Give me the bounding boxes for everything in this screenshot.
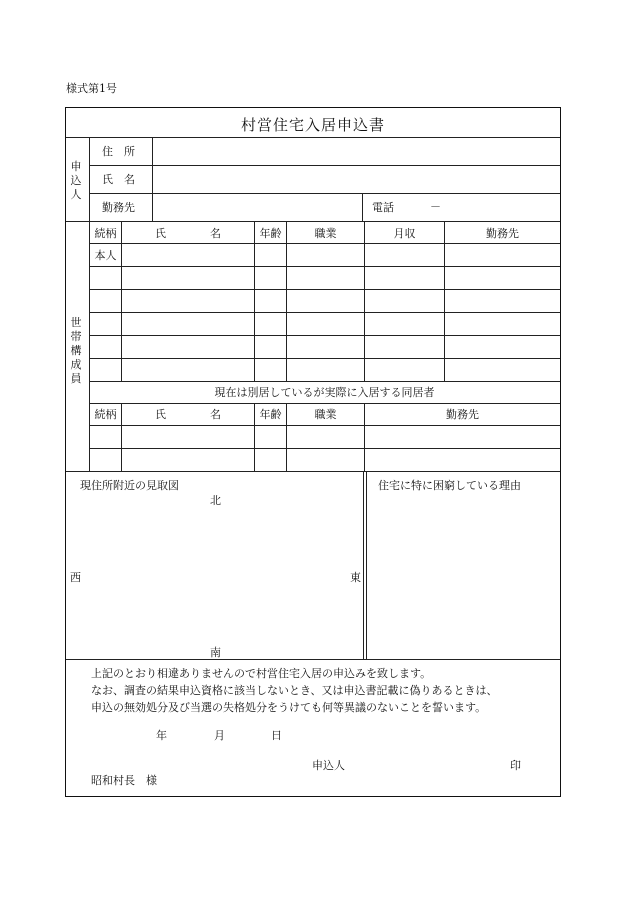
map-north: 北 — [210, 494, 221, 507]
household-row-line-3 — [89, 312, 560, 313]
map-west: 西 — [70, 571, 81, 584]
date-day: 日 — [271, 729, 282, 742]
declaration-line-2: なお、調査の結果申込資格に該当しないとき、又は申込書記載に偽りあるときは、 — [91, 684, 498, 697]
map-reason-divider-a — [363, 471, 364, 660]
household-row-line-2 — [89, 289, 560, 290]
household-row-line-6 — [89, 381, 560, 382]
cohabitant-header-age: 年齢 — [259, 408, 282, 421]
applicant-section-label: 申込人 — [70, 160, 82, 201]
workplace-label: 勤務先 — [102, 201, 135, 214]
header-name: 氏 名 — [155, 227, 221, 240]
household-col-line-1 — [121, 221, 122, 381]
address-field[interactable] — [154, 139, 559, 164]
cohabitant-title: 現在は別居しているが実際に入居する同居者 — [214, 386, 435, 399]
applicant-field-divider — [152, 137, 153, 221]
form-number: 様式第1号 — [66, 82, 117, 95]
map-south: 南 — [210, 646, 221, 659]
first-row-relation: 本人 — [94, 249, 117, 262]
header-occupation: 職業 — [314, 227, 337, 240]
applicant-bottom-line — [66, 221, 560, 222]
phone-field[interactable] — [398, 195, 558, 220]
addressee: 昭和村長 様 — [91, 774, 157, 787]
household-col-line-3 — [286, 221, 287, 381]
title-divider — [66, 137, 560, 138]
workplace-field[interactable] — [154, 195, 359, 220]
household-col-line-5 — [444, 221, 445, 381]
name-field[interactable] — [154, 167, 559, 192]
header-workplace: 勤務先 — [486, 227, 519, 240]
household-row-line-5 — [89, 358, 560, 359]
cohabitant-header-line — [89, 425, 560, 426]
household-header-line — [89, 243, 560, 244]
map-east: 東 — [350, 571, 361, 584]
household-col-line-2 — [254, 221, 255, 381]
seal-mark: 印 — [510, 759, 521, 772]
household-bottom-line — [66, 471, 560, 472]
cohabitant-title-line — [89, 403, 560, 404]
applicant-signature-field[interactable] — [350, 754, 500, 774]
phone-divider — [362, 193, 363, 221]
phone-separator: － — [430, 200, 441, 213]
map-section-bottom — [66, 659, 560, 660]
reason-title: 住宅に特に困窮している理由 — [378, 479, 521, 492]
applicant-row-line-2 — [89, 193, 560, 194]
household-col-line-4 — [364, 221, 365, 381]
map-reason-divider-b — [366, 471, 367, 660]
applicant-row-line-1 — [89, 165, 560, 166]
date-month: 月 — [214, 729, 225, 742]
applicant-signature-label: 申込人 — [312, 759, 345, 772]
declaration-line-3: 申込の無効処分及び当選の失格処分をうけても何等異議のないことを誓います。 — [91, 701, 487, 714]
household-row-line-1 — [89, 266, 560, 267]
cohabitant-header-relation: 続柄 — [94, 408, 117, 421]
header-relation: 続柄 — [94, 227, 117, 240]
header-income: 月収 — [393, 227, 416, 240]
cohabitant-header-name: 氏 名 — [155, 408, 221, 421]
household-section-label: 世帯構成員 — [70, 316, 82, 385]
map-title: 現住所附近の見取図 — [80, 479, 179, 492]
household-row-line-4 — [89, 335, 560, 336]
name-label: 氏 名 — [102, 173, 135, 186]
phone-label: 電話 — [372, 201, 394, 214]
declaration-line-1: 上記のとおり相違ありませんので村営住宅入居の申込みを致します。 — [91, 667, 432, 680]
form-title: 村営住宅入居申込書 — [240, 116, 385, 134]
applicant-label-divider — [89, 137, 90, 221]
cohabitant-header-occupation: 職業 — [314, 408, 337, 421]
reason-field[interactable] — [368, 496, 559, 656]
header-age: 年齢 — [259, 227, 282, 240]
cohabitant-row-line-1 — [89, 448, 560, 449]
map-drawing-area[interactable] — [67, 496, 361, 644]
date-year: 年 — [156, 729, 167, 742]
address-label: 住 所 — [102, 145, 135, 158]
cohabitant-header-workplace: 勤務先 — [446, 408, 479, 421]
